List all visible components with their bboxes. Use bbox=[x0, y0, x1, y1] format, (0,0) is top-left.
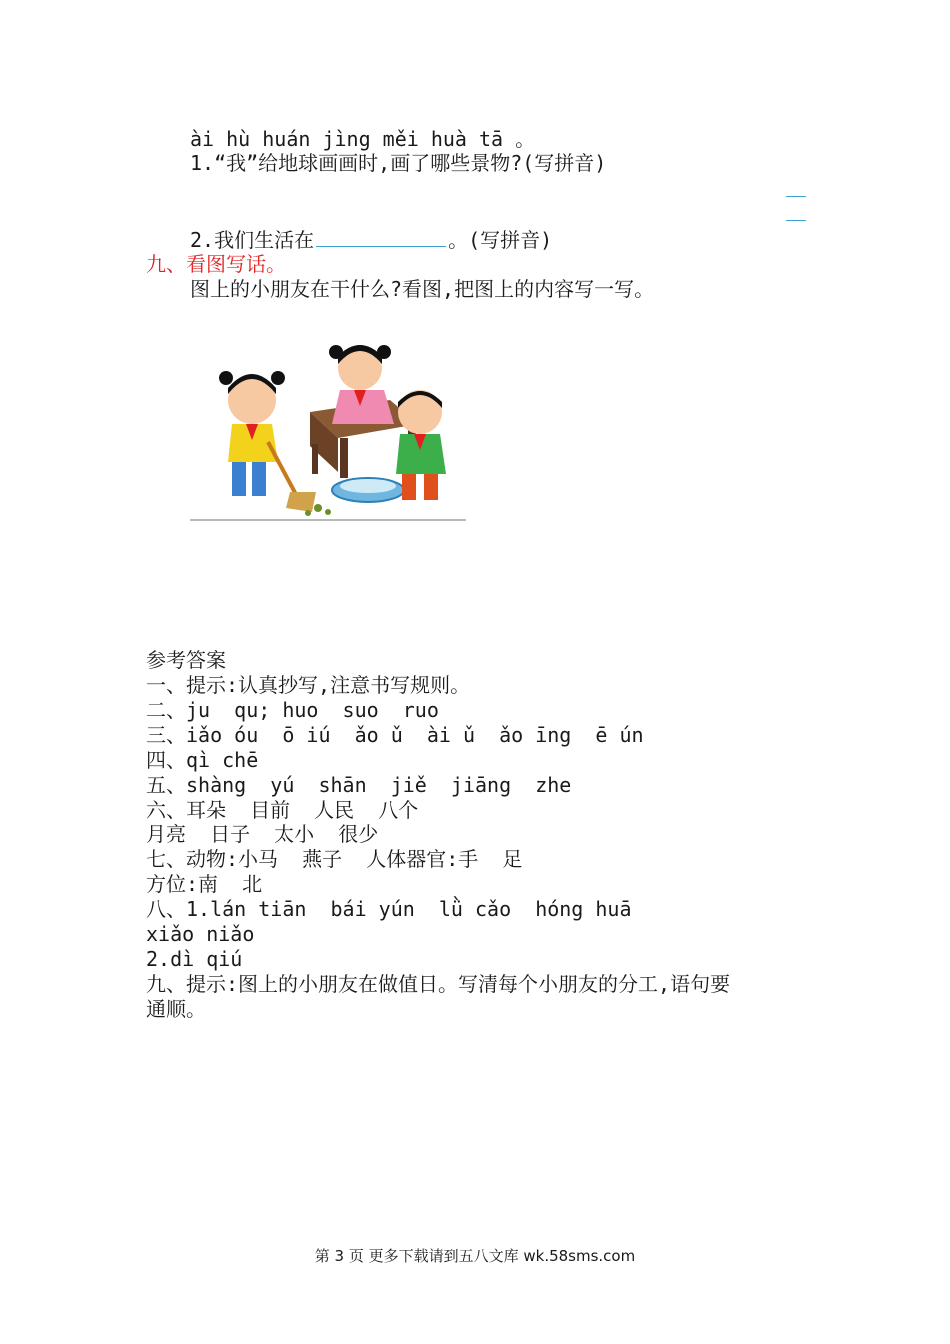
margin-mark-2 bbox=[786, 220, 806, 221]
answer-line: 七、动物:小马 燕子 人体器官:手 足 bbox=[146, 847, 523, 871]
pinyin-line: ài hù huán jìng měi huà tā 。 bbox=[190, 127, 536, 151]
answer-line: 八、1.lán tiān bái yún lǜ cǎo hóng huā bbox=[146, 897, 632, 921]
answer-line: 三、iǎo óu ō iú ǎo ǔ ài ǔ ǎo īng ē ún bbox=[146, 723, 644, 747]
kids-cleaning-illustration bbox=[190, 312, 466, 522]
answer-line: xiǎo niǎo bbox=[146, 922, 255, 946]
section-9-prompt: 图上的小朋友在干什么?看图,把图上的内容写一写。 bbox=[190, 277, 655, 301]
section-9-heading: 九、看图写话。 bbox=[146, 252, 286, 276]
answer-blank[interactable] bbox=[316, 226, 446, 247]
question-2-text: 2.我们生活在 bbox=[190, 228, 315, 252]
answer-line: 月亮 日子 太小 很少 bbox=[146, 822, 379, 846]
answers-title: 参考答案 bbox=[146, 648, 226, 672]
answer-line: 五、shàng yú shān jiě jiāng zhe bbox=[146, 773, 572, 797]
question-2 bbox=[190, 226, 552, 252]
answer-line: 六、耳朵 目前 人民 八个 bbox=[146, 798, 419, 822]
answer-line: 方位:南 北 bbox=[146, 872, 263, 896]
answer-line: 四、qì chē bbox=[146, 748, 259, 772]
margin-mark-1 bbox=[786, 196, 806, 197]
answer-line: 2.dì qiú bbox=[146, 947, 243, 971]
question-2-suffix: 。(写拼音) bbox=[448, 228, 553, 252]
question-1: 1.“我”给地球画画时,画了哪些景物?(写拼音) bbox=[190, 151, 607, 175]
answer-line: 九、提示:图上的小朋友在做值日。写清每个小朋友的分工,语句要 bbox=[146, 972, 731, 996]
page-footer: 第 3 页 更多下载请到五八文库 wk.58sms.com bbox=[314, 1247, 636, 1265]
answer-line: 一、提示:认真抄写,注意书写规则。 bbox=[146, 673, 471, 697]
answer-line: 通顺。 bbox=[146, 997, 206, 1021]
answer-line: 二、ju qu; huo suo ruo bbox=[146, 698, 439, 722]
